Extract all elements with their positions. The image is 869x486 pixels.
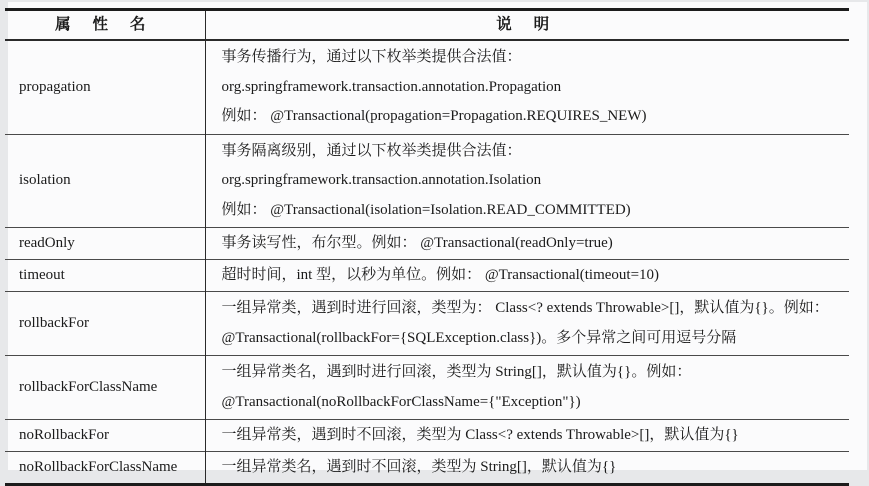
transactional-attributes-table — [5, 8, 849, 486]
header-row — [5, 10, 849, 41]
attribute-description — [205, 260, 849, 292]
table-row — [5, 134, 849, 228]
column-header-description: 说 明 — [205, 10, 849, 41]
description-line: 一组异常类名，遇到时不回滚，类型为 String[]，默认值为{} — [222, 454, 844, 481]
attribute-name: readOnly — [5, 228, 205, 260]
table-row — [5, 420, 849, 452]
table-row — [5, 40, 849, 134]
attribute-name: rollbackForClassName — [5, 356, 205, 420]
attribute-name: isolation — [5, 134, 205, 228]
attribute-name: timeout — [5, 260, 205, 292]
table-row — [5, 228, 849, 260]
attribute-name: rollbackFor — [5, 292, 205, 356]
description-line: @Transactional(noRollbackForClassName={"Exception"}) — [222, 388, 844, 418]
attribute-name: propagation — [5, 40, 205, 134]
attribute-description — [205, 420, 849, 452]
attribute-description — [205, 40, 849, 134]
table-row — [5, 260, 849, 292]
attribute-description — [205, 134, 849, 228]
description-line: 超时时间，int 型，以秒为单位。例如： @Transactional(timeout=10) — [222, 262, 844, 289]
description-line: 例如： @Transactional(propagation=Propagation.REQUIRES_NEW) — [222, 102, 844, 132]
table-row — [5, 452, 849, 485]
description-line: 事务读写性，布尔型。例如： @Transactional(readOnly=true) — [222, 230, 844, 257]
attribute-description — [205, 228, 849, 260]
column-header-attribute-name: 属 性 名 — [5, 10, 205, 41]
description-line: org.springframework.transaction.annotation.Isolation — [222, 166, 844, 196]
description-line: 一组异常类，遇到时不回滚，类型为 Class<? extends Throwable>[]，默认值为{} — [222, 422, 844, 449]
description-line: @Transactional(rollbackFor={SQLException.class})。多个异常之间可用逗号分隔 — [222, 324, 844, 354]
description-line: 事务传播行为，通过以下枚举类提供合法值： — [222, 43, 844, 73]
attribute-name: noRollbackForClassName — [5, 452, 205, 485]
description-line: 事务隔离级别，通过以下枚举类提供合法值： — [222, 137, 844, 167]
attribute-description — [205, 452, 849, 485]
description-line: org.springframework.transaction.annotation.Propagation — [222, 73, 844, 103]
table-row — [5, 292, 849, 356]
description-line: 一组异常类名，遇到时进行回滚，类型为 String[]，默认值为{}。例如： — [222, 358, 844, 388]
attribute-description — [205, 292, 849, 356]
description-line: 一组异常类，遇到时进行回滚，类型为： Class<? extends Throwable>[]，默认值为{}。例如： — [222, 294, 844, 324]
attribute-name: noRollbackFor — [5, 420, 205, 452]
description-line: 例如： @Transactional(isolation=Isolation.READ_COMMITTED) — [222, 196, 844, 226]
attribute-description — [205, 356, 849, 420]
table-row — [5, 356, 849, 420]
